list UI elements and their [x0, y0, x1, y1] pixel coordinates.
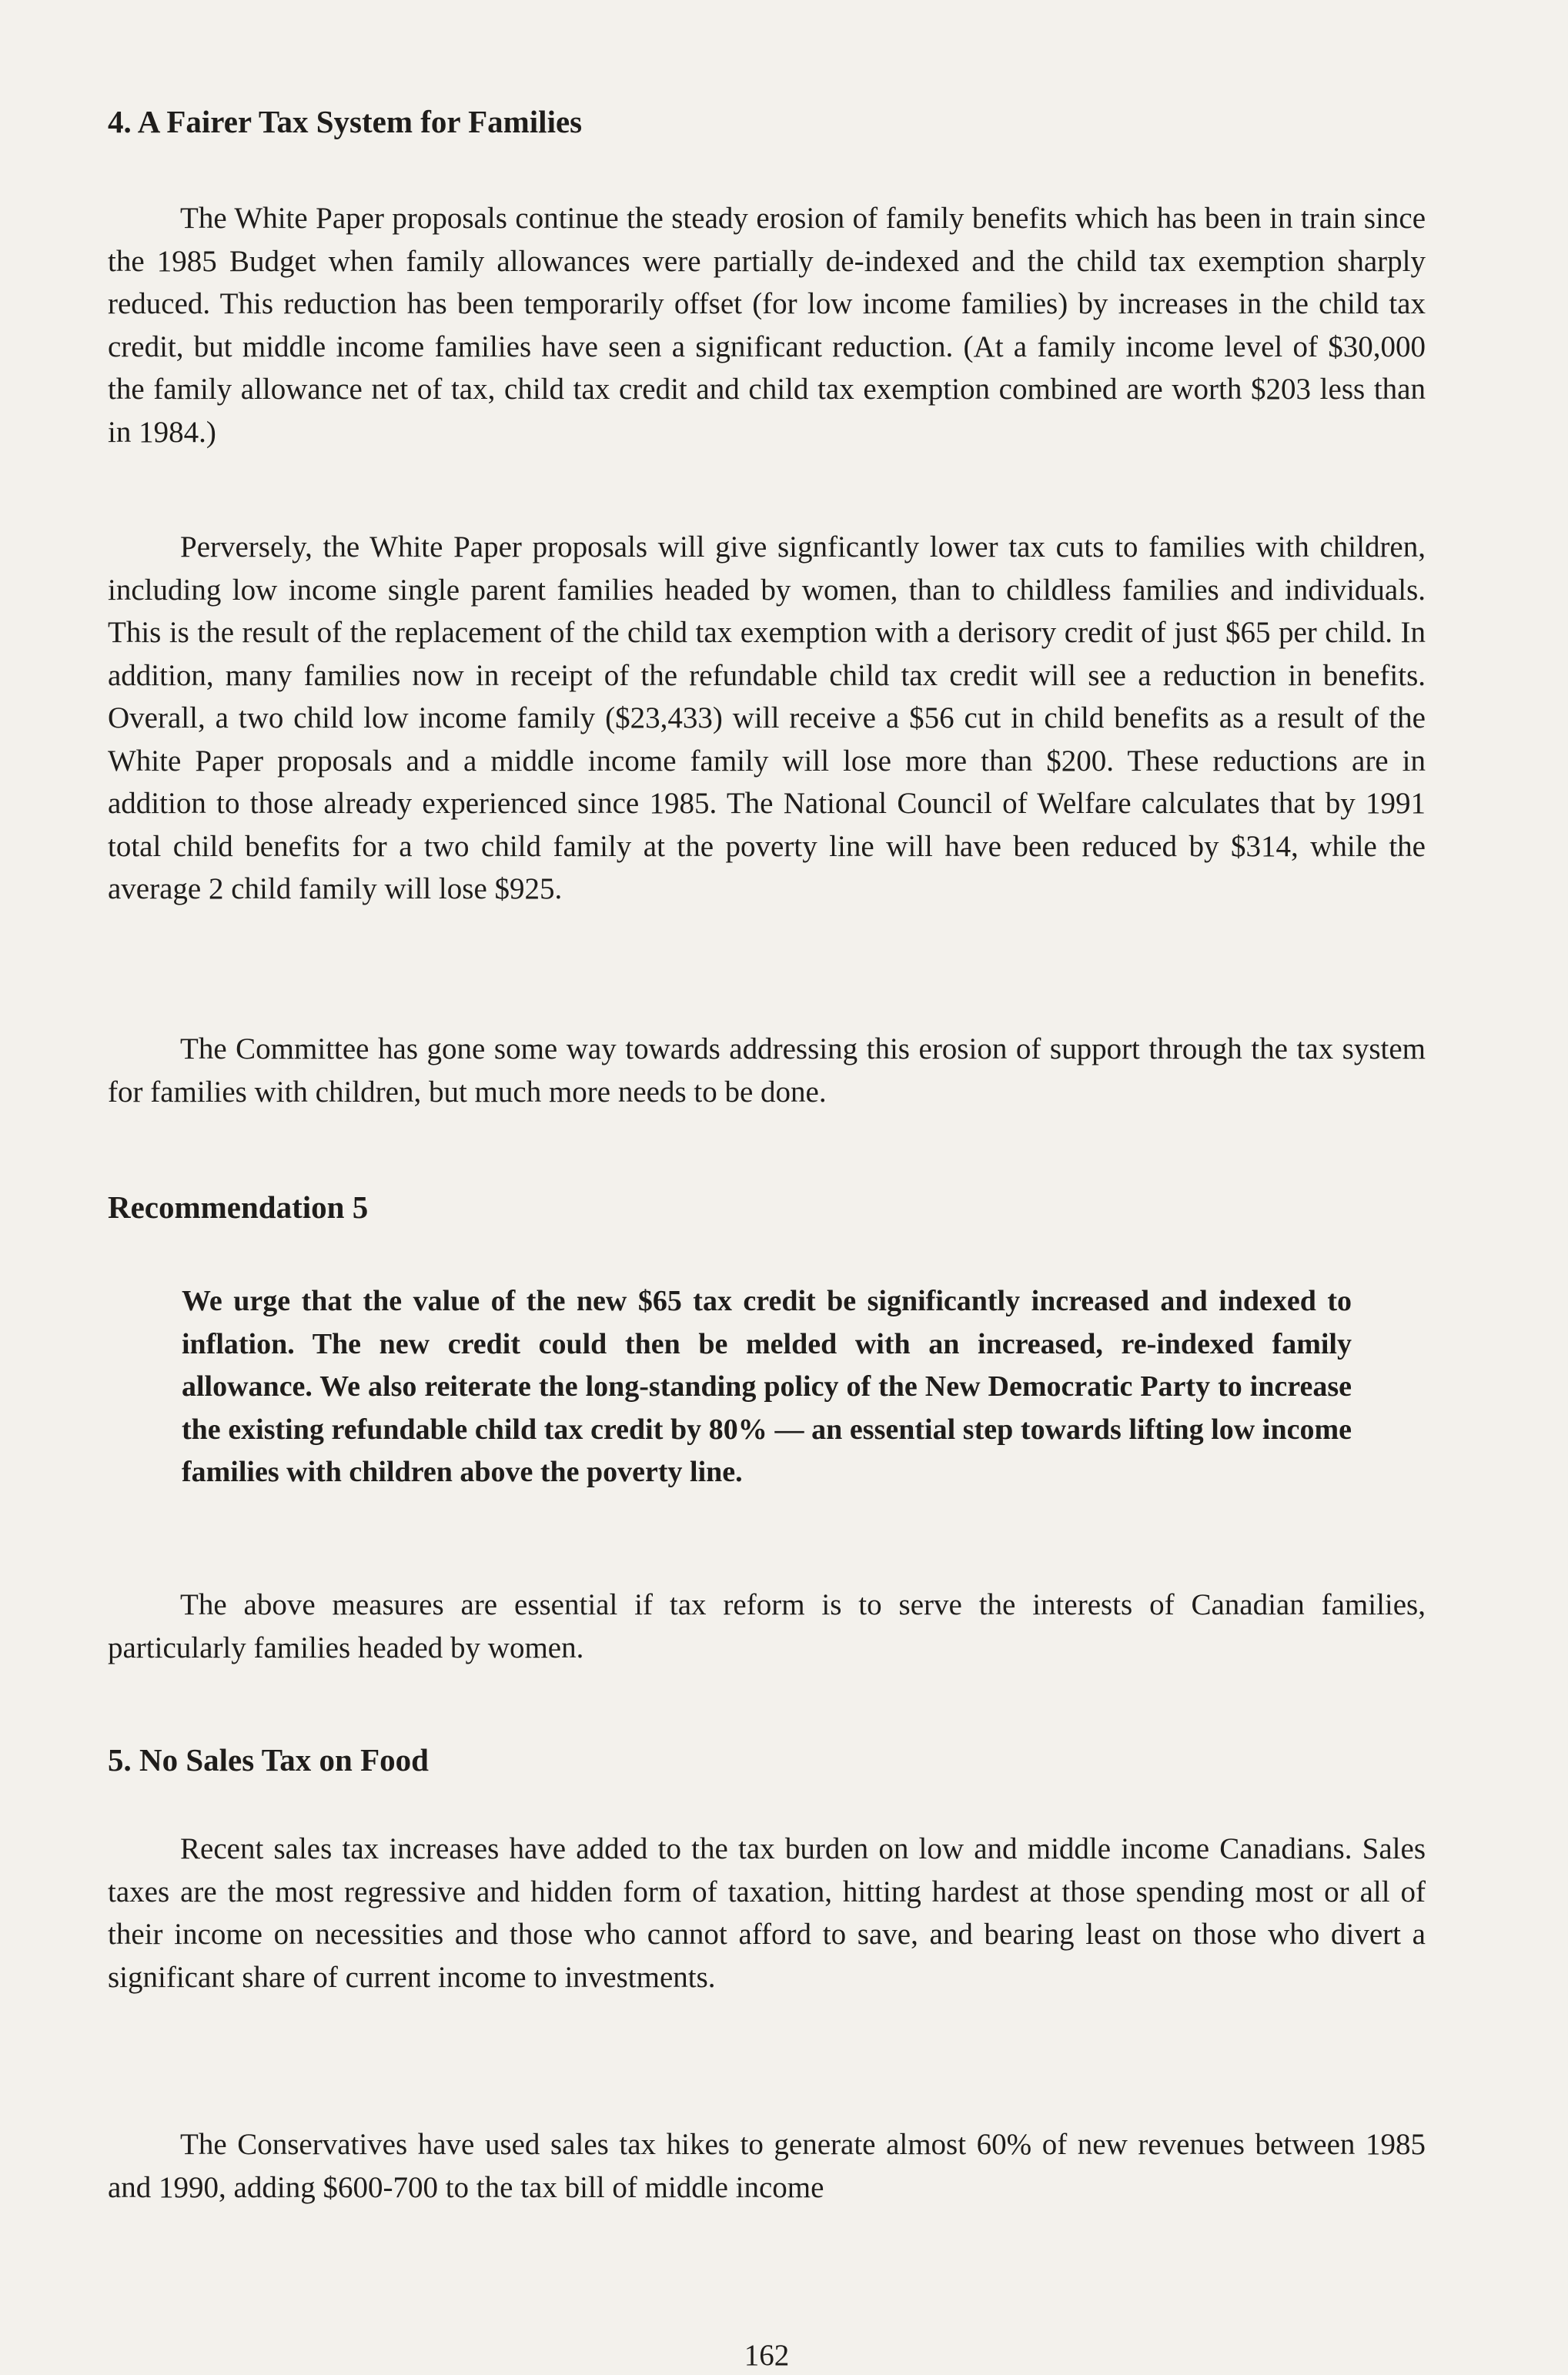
paragraph [108, 197, 1426, 453]
paragraph [108, 1584, 1426, 1669]
paragraph-text: The Conservatives have used sales tax hikes to generate almost 60% of new revenues between 1985 and 1990, adding $600-700 to the tax bill of middle income [108, 2128, 1426, 2204]
recommendation-block [182, 1280, 1352, 1494]
paragraph-text: Recent sales tax increases have added to the tax burden on low and middle income Canadians. Sales taxes are the most regressive and hidden form of taxation, hitting hardest at those spending most or all of their income on necessities and those who cannot afford to save, and bearing least on those who divert a significant share of current income to investments. [108, 1832, 1426, 1994]
paragraph [108, 2123, 1426, 2209]
paragraph-text: The Committee has gone some way towards addressing this erosion of support through the tax system for families with children, but much more needs to be done. [108, 1032, 1426, 1109]
recommendation-heading: Recommendation 5 [108, 1189, 369, 1225]
page-number: 162 [744, 2339, 790, 2372]
section-heading-no-sales-tax: 5. No Sales Tax on Food [108, 1742, 429, 1778]
paragraph-text: Perversely, the White Paper proposals will give signficantly lower tax cuts to families with children, including low income single parent families headed by women, than to childless families and individuals. This is the result of the replacement of the child tax exemption with a derisory credit of just $65 per child. In addition, many families now in receipt of the refundable child tax credit will see a reduction in benefits. Overall, a two child low income family ($23,433) will receive a $56 cut in child benefits as a result of the White Paper proposals and a middle income family will lose more than $200. These reductions are in addition to those already experienced since 1985. The National Council of Welfare calculates that by 1991 total child benefits for a two child family at the poverty line will have been reduced by $314, while the average 2 child family will lose $925. [108, 530, 1426, 905]
document-page [108, 91, 1426, 2372]
paragraph [108, 1028, 1426, 1113]
paragraph-text: The White Paper proposals continue the steady erosion of family benefits which has been in train since the 1985 Budget when family allowances were partially de-indexed and the child tax exemption sharply reduced. This reduction has been temporarily offset (for low income families) by increases in the child tax credit, but middle income families have seen a significant reduction. (At a family income level of $30,000 the family allowance net of tax, child tax credit and child tax exemption combined are worth $203 less than in 1984.) [108, 202, 1426, 449]
recommendation-text: We urge that the value of the new $65 tax credit be significantly increased and indexed to inflation. The new credit could then be melded with an increased, re-indexed family allowance. We also reiterate the long-standing policy of the New Democratic Party to increase the existing refundable child tax credit by 80% — an essential step towards lifting low income families with children above the poverty line. [182, 1285, 1352, 1488]
paragraph [108, 1828, 1426, 1999]
paragraph [108, 526, 1426, 911]
section-heading-fairer-tax-system: 4. A Fairer Tax System for Families [108, 104, 583, 139]
paragraph-text: The above measures are essential if tax reform is to serve the interests of Canadian families, particularly families headed by women. [108, 1588, 1426, 1664]
